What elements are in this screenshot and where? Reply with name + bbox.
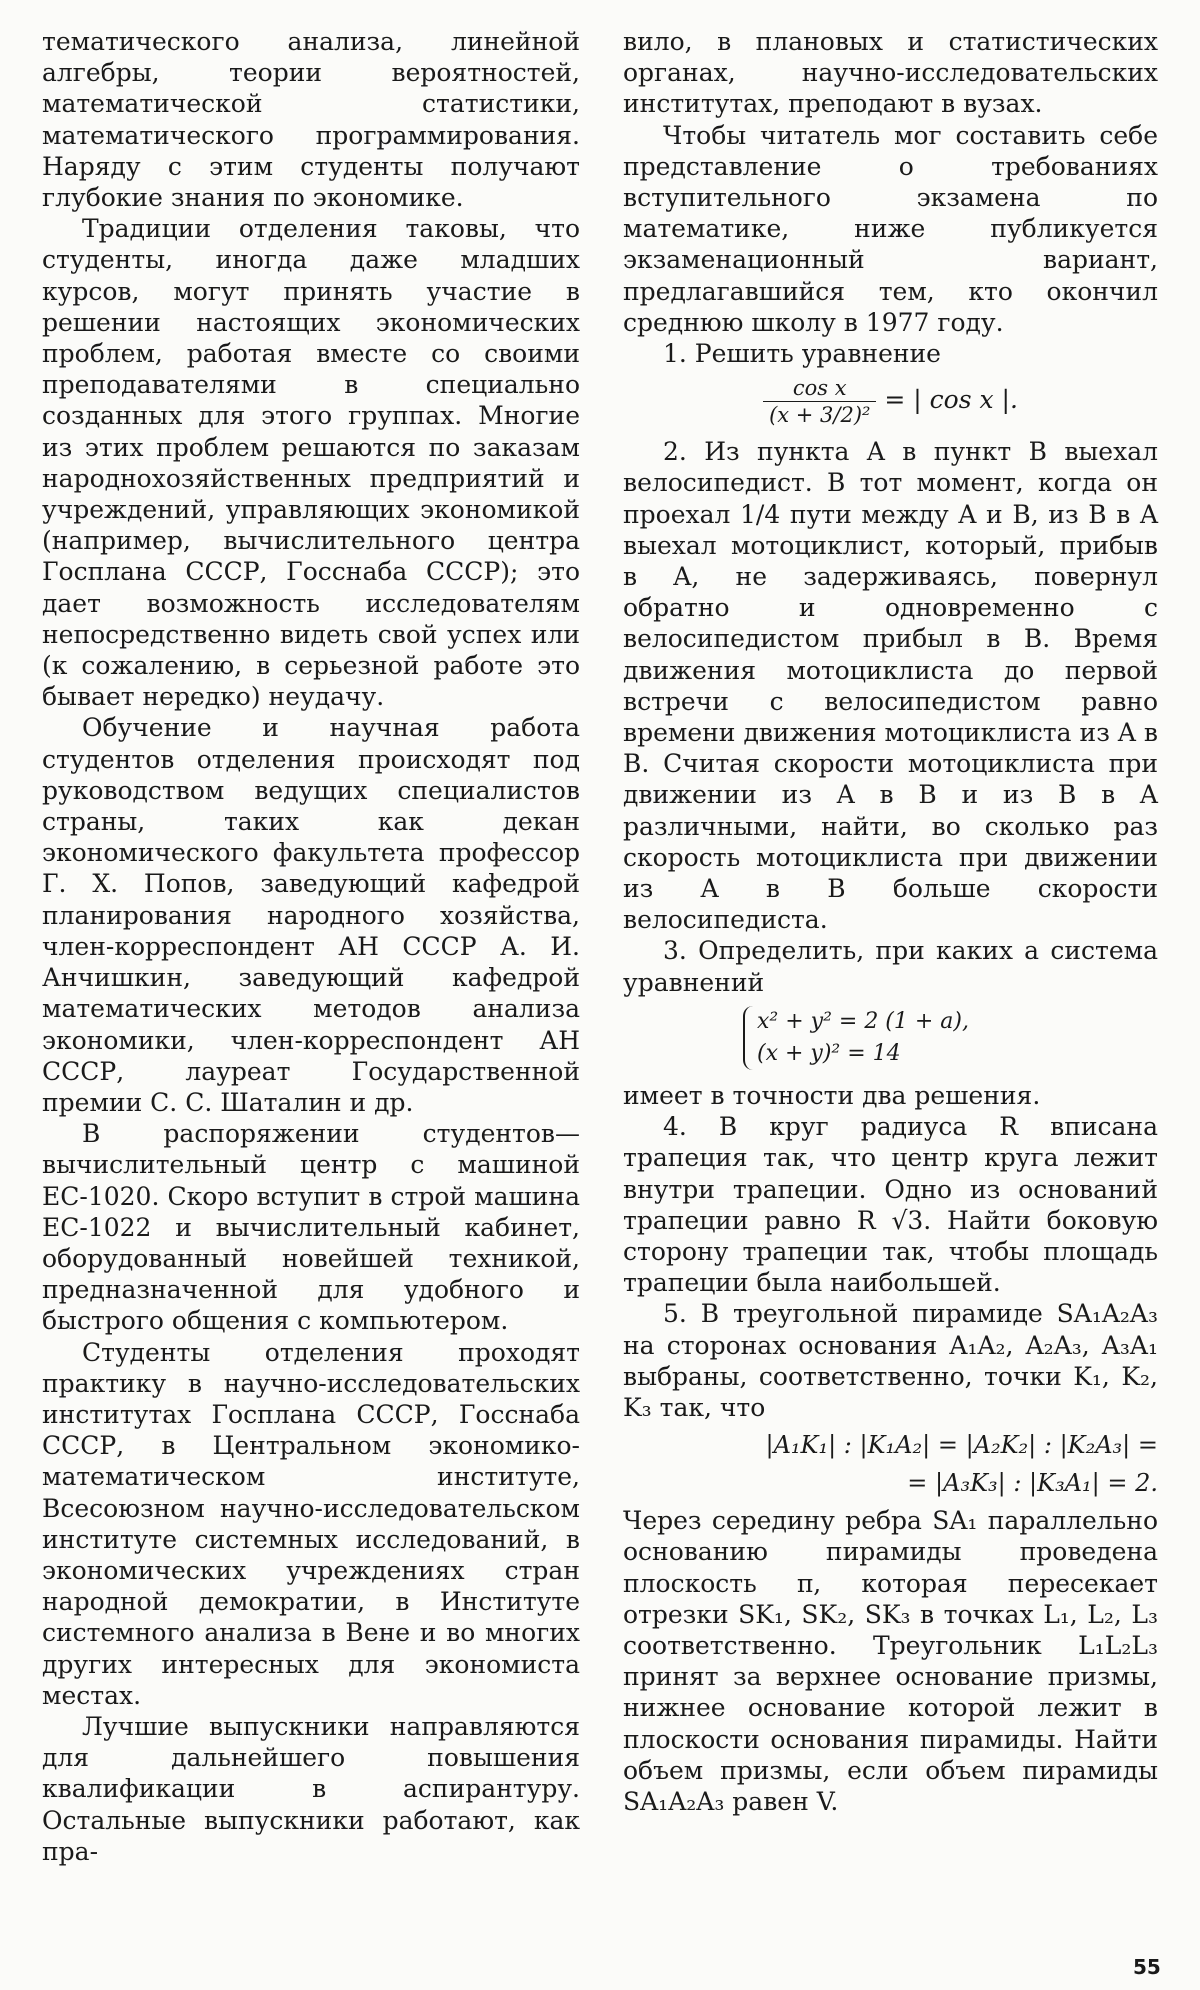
paragraph: Студенты отделения проходят практику в научно-исследовательских институтах Госплана СССР, Госснаба СССР, в Центральном экономико-математическом институте, Всесоюзном научно-исследовательском институте системных исследований, в экономических учреждениях стран народной демократии, в Институте системного анализа в Вене и во многих других интересных для экономиста местах.: [42, 1337, 580, 1710]
right-column: [623, 26, 1158, 1817]
page-number: 55: [1133, 1955, 1161, 1979]
task-5-ratio-line-1: |A₁K₁| : |K₁A₂| = |A₂K₂| : |K₂A₃| =: [765, 1431, 1158, 1460]
paragraph: вило, в плановых и статистических органах, научно-исследовательских институтах, преподают в вузах.: [623, 27, 1158, 119]
paragraph: В распоряжении студентов—вычислительный центр с машиной ЕС-1020. Скоро вступит в строй машина ЕС-1022 и вычислительный кабинет, оборудованный новейшей техникой, предназначенной для удобного и быстрого общения с компьютером.: [42, 1119, 580, 1336]
fraction: [763, 375, 876, 428]
task-1-equation: [623, 375, 1158, 428]
task-4: 4. В круг радиуса R вписана трапеция так, что центр круга лежит внутри трапеции. Одно из оснований трапеции равно R √3. Найти боковую сторону трапеции так, чтобы площадь трапеции была наибольшей.: [623, 1112, 1158, 1298]
system-equation-2: (x + y)² = 14: [757, 1040, 901, 1066]
left-column: [42, 26, 580, 1867]
task-3-tail: имеет в точности два решения.: [623, 1080, 1041, 1110]
paragraph: Лучшие выпускники направляются для дальнейшего повышения квалификации в аспирантуру. Остальные выпускники работают, как пра-: [42, 1711, 580, 1866]
equation-rhs: = | cos x |.: [884, 385, 1018, 415]
task-1: 1. Решить уравнение: [663, 339, 941, 369]
system-equation-1: x² + y² = 2 (1 + a),: [757, 1008, 969, 1034]
paragraph: Обучение и научная работа студентов отделения происходят под руководством ведущих специалистов страны, таких как декан экономического факультета профессор Г. Х. Попов, заведующий кафедрой планирования народного хозяйства, член-корреспондент АН СССР А. И. Анчишкин, заведующий кафедрой математических методов анализа экономики, член-корреспондент АН СССР, лауреат Государственной премии С. С. Шаталин и др.: [42, 713, 580, 1117]
paragraph: тематического анализа, линейной алгебры, теории вероятностей, математической статистики, математического программирования. Наряду с этим студенты получают глубокие знания по экономике.: [42, 27, 580, 213]
paragraph: Традиции отделения таковы, что студенты, иногда даже младших курсов, могут принять участие в решении настоящих экономических проблем, работая вместе со своими преподавателями в специально созданных для этого группах. Многие из этих проблем решаются по заказам народнохозяйственных предприятий и учреждений, управляющих экономикой (например, вычислительного центра Госплана СССР, Госснаба СССР); это дает возможность исследователям непосредственно видеть свой успех или (к сожалению, в серьезной работе это бывает нередко) неудачу.: [42, 214, 580, 712]
task-3: 3. Определить, при каких a система уравнений: [623, 936, 1158, 997]
task-5-ratio-line-2: = |A₃K₃| : |K₃A₁| = 2.: [907, 1469, 1158, 1498]
fraction-numerator: cos x: [763, 375, 876, 402]
task-5-tail: Через середину ребра SA₁ параллельно основанию пирамиды проведена плоскость π, которая пересекает отрезки SK₁, SK₂, SK₃ в точках L₁, L₂, L₃ соответственно. Треугольник L₁L₂L₃ принят за верхнее основание призмы, нижнее основание которой лежит в плоскости основания пирамиды. Найти объем призмы, если объем пирамиды SA₁A₂A₃ равен V.: [623, 1506, 1158, 1816]
equation-system: [743, 1006, 969, 1070]
task-2: 2. Из пункта A в пункт B выехал велосипедист. В тот момент, когда он проехал 1/4 пути между A и B, из B в A выехал мотоциклист, который, прибыв в A, не задерживаясь, повернул обратно и одновременно с велосипедистом прибыл в B. Время движения мотоциклиста до первой встречи с велосипедистом равно времени движения мотоциклиста из A в B. Считая скорости мотоциклиста при движении из A в B и из B в A различными, найти, во сколько раз скорость мотоциклиста при движении из A в B больше скорости велосипедиста.: [623, 437, 1158, 935]
fraction-denominator: (x + 3/2)²: [769, 403, 871, 428]
task-5: 5. В треугольной пирамиде SA₁A₂A₃ на сторонах основания A₁A₂, A₂A₃, A₃A₁ выбраны, соответственно, точки K₁, K₂, K₃ так, что: [623, 1299, 1158, 1422]
paragraph: Чтобы читатель мог составить себе представление о требованиях вступительного экзамена по математике, ниже публикуется экзаменационный вариант, предлагавшийся тем, кто окончил среднюю школу в 1977 году.: [623, 120, 1158, 337]
